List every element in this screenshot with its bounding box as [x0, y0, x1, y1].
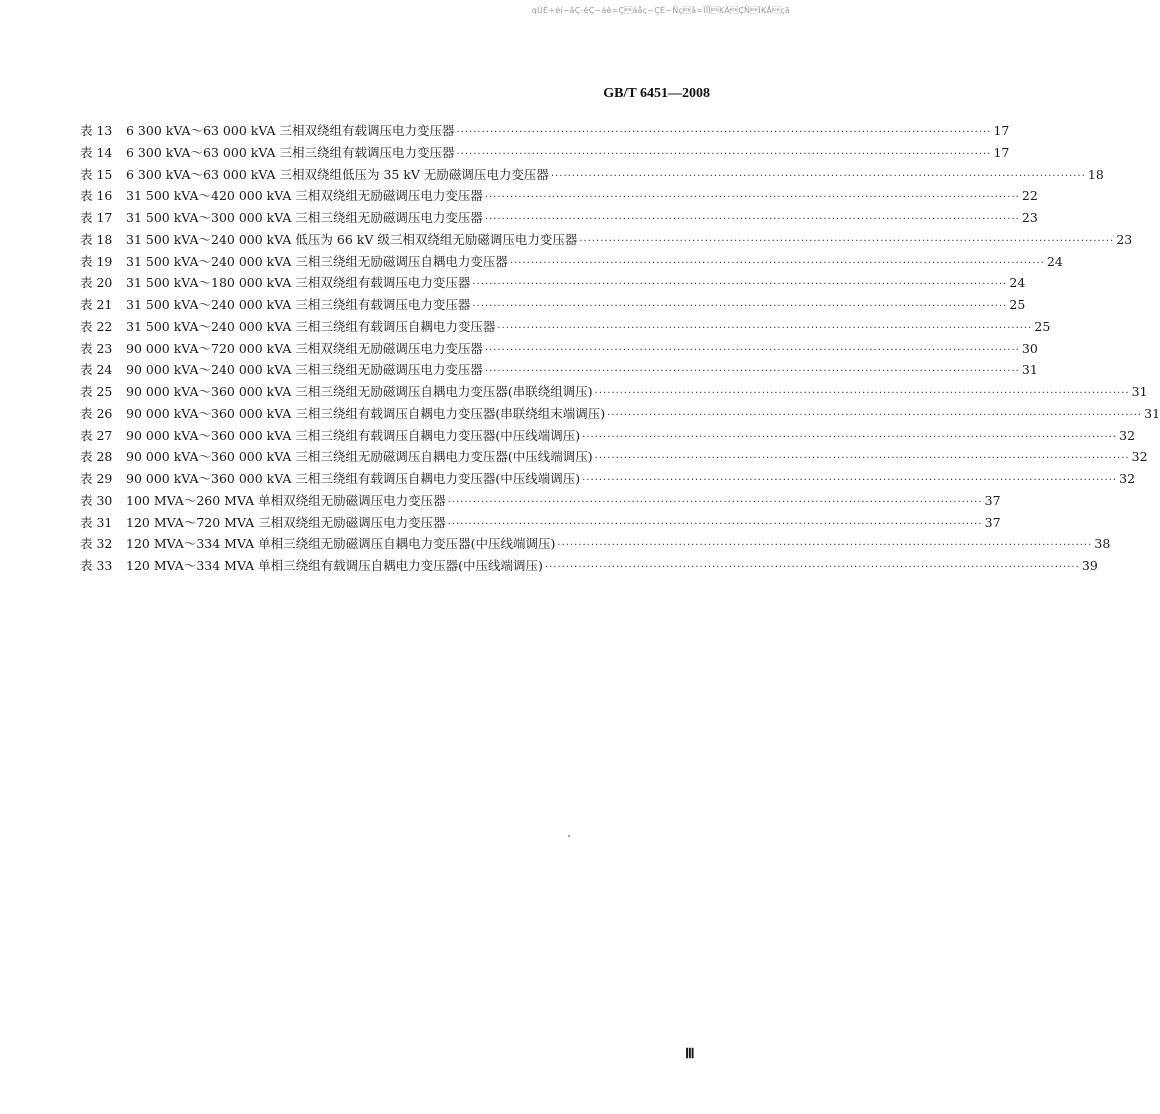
toc-entry-number: 表 17 — [80, 210, 113, 225]
toc-entry-title: 90 000 kVA～720 000 kVA 三相双绕组无励磁调压电力变压器 — [126, 340, 483, 356]
toc-entry-number: 表 29 — [80, 471, 113, 486]
toc-entry-title: 90 000 kVA～360 000 kVA 三相三绕组无励磁调压自耦电力变压器(中压线端调压) — [126, 449, 593, 465]
toc-entry[interactable] — [80, 512, 1001, 534]
header-garbled-text: qÛÊ÷éí~âÇ-êÇ~áè=Çáåç~ÇÉ~Ñçâ=ÏÏÏKÄÇÑÏKÅçã — [531, 6, 790, 15]
toc-entry[interactable] — [80, 468, 1136, 490]
toc-leader-dots — [472, 274, 1007, 296]
toc-entry-page: 17 — [993, 123, 1010, 138]
toc-entry-number: 表 14 — [80, 144, 113, 160]
toc-leader-dots — [557, 535, 1092, 557]
toc-entry[interactable] — [80, 446, 1148, 468]
toc-leader-dots — [497, 318, 1032, 340]
toc-leader-dots — [448, 492, 983, 514]
toc-entry-number: 表 20 — [80, 275, 113, 291]
toc-entry-page: 31 — [1144, 405, 1160, 421]
toc-entry-page: 37 — [984, 492, 1001, 508]
toc-entry-title: 31 500 kVA～240 000 kVA 三相三绕组有载调压电力变压器 — [126, 297, 471, 312]
toc-entry-title: 6 300 kVA～63 000 kVA 三相双绕组有载调压电力变压器 — [126, 123, 455, 138]
toc-entry-title: 90 000 kVA～240 000 kVA 三相三绕组无励磁调压电力变压器 — [126, 362, 483, 378]
toc-entry-title: 90 000 kVA～360 000 kVA 三相三绕组有载调压自耦电力变压器(中压线端调压) — [126, 471, 581, 486]
toc-entry[interactable] — [80, 425, 1136, 447]
toc-entry-page: 25 — [1009, 297, 1026, 312]
toc-entry-page: 25 — [1034, 318, 1051, 334]
toc-entry-title: 31 500 kVA～300 000 kVA 三相三绕组无励磁调压电力变压器 — [126, 210, 483, 225]
toc-leader-dots — [579, 231, 1114, 253]
toc-entry-number: 表 21 — [80, 297, 113, 312]
toc-entry[interactable] — [80, 403, 1160, 425]
toc-entry[interactable] — [80, 294, 1026, 316]
toc-entry-number: 表 22 — [80, 318, 113, 334]
toc-leader-dots — [582, 427, 1117, 449]
toc-leader-dots — [582, 470, 1117, 492]
toc-entry[interactable] — [80, 185, 1038, 207]
toc-leader-dots — [595, 448, 1130, 470]
toc-entry-title: 120 MVA～720 MVA 三相双绕组无励磁调压电力变压器 — [126, 514, 446, 530]
toc-leader-dots — [457, 144, 992, 166]
toc-entry[interactable] — [80, 142, 1010, 164]
toc-entry[interactable] — [80, 229, 1133, 251]
toc-entry-number: 表 25 — [80, 384, 113, 399]
toc-leader-dots — [485, 209, 1020, 231]
toc-entry-number: 表 18 — [80, 231, 113, 247]
toc-entry-number: 表 32 — [80, 536, 113, 552]
toc-entry-page: 24 — [1046, 253, 1063, 269]
toc-leader-dots — [485, 361, 1020, 383]
toc-leader-dots — [457, 122, 992, 144]
table-of-contents — [80, 120, 1160, 577]
toc-entry[interactable] — [80, 120, 1010, 142]
toc-entry-title: 120 MVA～334 MVA 单相三绕组有载调压自耦电力变压器(中压线端调压) — [126, 558, 543, 573]
toc-entry[interactable] — [80, 164, 1104, 186]
toc-entry-page: 23 — [1116, 231, 1133, 247]
toc-entry-page: 38 — [1094, 536, 1111, 552]
toc-leader-dots — [595, 383, 1130, 405]
speck-mark — [568, 835, 570, 837]
toc-entry-page: 23 — [1021, 210, 1038, 225]
toc-entry[interactable] — [80, 381, 1148, 403]
toc-entry-title: 6 300 kVA～63 000 kVA 三相三绕组有载调压电力变压器 — [126, 144, 455, 160]
toc-entry-number: 表 28 — [80, 449, 113, 465]
toc-entry-page: 17 — [993, 144, 1010, 160]
toc-entry-page: 24 — [1009, 275, 1026, 291]
toc-entry-title: 90 000 kVA～360 000 kVA 三相三绕组有载调压自耦电力变压器(中压线端调压) — [126, 427, 581, 443]
toc-leader-dots — [510, 253, 1045, 275]
toc-entry-number: 表 33 — [80, 558, 113, 573]
toc-entry-page: 32 — [1119, 471, 1136, 486]
toc-leader-dots — [485, 187, 1020, 209]
standard-code: GB/T 6451—2008 — [603, 86, 710, 101]
toc-entry-number: 表 31 — [80, 514, 113, 530]
toc-entry[interactable] — [80, 555, 1098, 577]
toc-entry-page: 31 — [1021, 362, 1038, 378]
toc-entry-number: 表 30 — [80, 492, 113, 508]
toc-entry-page: 18 — [1087, 166, 1104, 182]
toc-entry-number: 表 13 — [80, 123, 113, 138]
toc-leader-dots — [551, 166, 1086, 188]
toc-entry-page: 39 — [1081, 558, 1098, 573]
toc-entry-page: 37 — [984, 514, 1001, 530]
toc-entry-title: 6 300 kVA～63 000 kVA 三相双绕组低压为 35 kV 无励磁调压电力变压器 — [126, 166, 549, 182]
toc-leader-dots — [448, 514, 983, 536]
toc-entry-title: 31 500 kVA～240 000 kVA 三相三绕组有载调压自耦电力变压器 — [126, 318, 496, 334]
toc-entry-number: 表 27 — [80, 427, 113, 443]
toc-entry-number: 表 16 — [80, 188, 113, 204]
toc-entry[interactable] — [80, 533, 1111, 555]
toc-entry-title: 31 500 kVA～240 000 kVA 低压为 66 kV 级三相双绕组无励磁调压电力变压器 — [126, 231, 578, 247]
toc-leader-dots — [472, 296, 1007, 318]
toc-entry[interactable] — [80, 490, 1001, 512]
toc-entry-title: 100 MVA～260 MVA 单相双绕组无励磁调压电力变压器 — [126, 492, 446, 508]
toc-entry[interactable] — [80, 338, 1038, 360]
toc-entry[interactable] — [80, 207, 1038, 229]
toc-entry-title: 31 500 kVA～180 000 kVA 三相双绕组有载调压电力变压器 — [126, 275, 471, 291]
toc-leader-dots — [545, 557, 1080, 579]
toc-entry-page: 31 — [1131, 384, 1148, 399]
toc-entry-title: 90 000 kVA～360 000 kVA 三相三绕组有载调压自耦电力变压器(串联绕组末端调压) — [126, 405, 606, 421]
toc-entry-page: 30 — [1021, 340, 1038, 356]
toc-entry-number: 表 26 — [80, 405, 113, 421]
toc-entry-title: 90 000 kVA～360 000 kVA 三相三绕组无励磁调压自耦电力变压器(串联绕组调压) — [126, 384, 593, 399]
toc-entry-number: 表 23 — [80, 340, 113, 356]
toc-entry-number: 表 15 — [80, 166, 113, 182]
toc-leader-dots — [485, 340, 1020, 362]
toc-entry[interactable] — [80, 316, 1051, 338]
toc-leader-dots — [607, 405, 1142, 427]
toc-entry-title: 31 500 kVA～240 000 kVA 三相三绕组无励磁调压自耦电力变压器 — [126, 253, 508, 269]
toc-entry-title: 31 500 kVA～420 000 kVA 三相双绕组无励磁调压电力变压器 — [126, 188, 483, 204]
toc-entry-number: 表 19 — [80, 253, 113, 269]
toc-entry[interactable] — [80, 272, 1026, 294]
toc-entry-title: 120 MVA～334 MVA 单相三绕组无励磁调压自耦电力变压器(中压线端调压) — [126, 536, 556, 552]
page-number: Ⅲ — [685, 1047, 695, 1062]
toc-entry[interactable] — [80, 251, 1063, 273]
toc-entry-page: 32 — [1131, 449, 1148, 465]
toc-entry-number: 表 24 — [80, 362, 113, 378]
toc-entry-page: 22 — [1021, 188, 1038, 204]
toc-entry[interactable] — [80, 359, 1038, 381]
toc-entry-page: 32 — [1119, 427, 1136, 443]
